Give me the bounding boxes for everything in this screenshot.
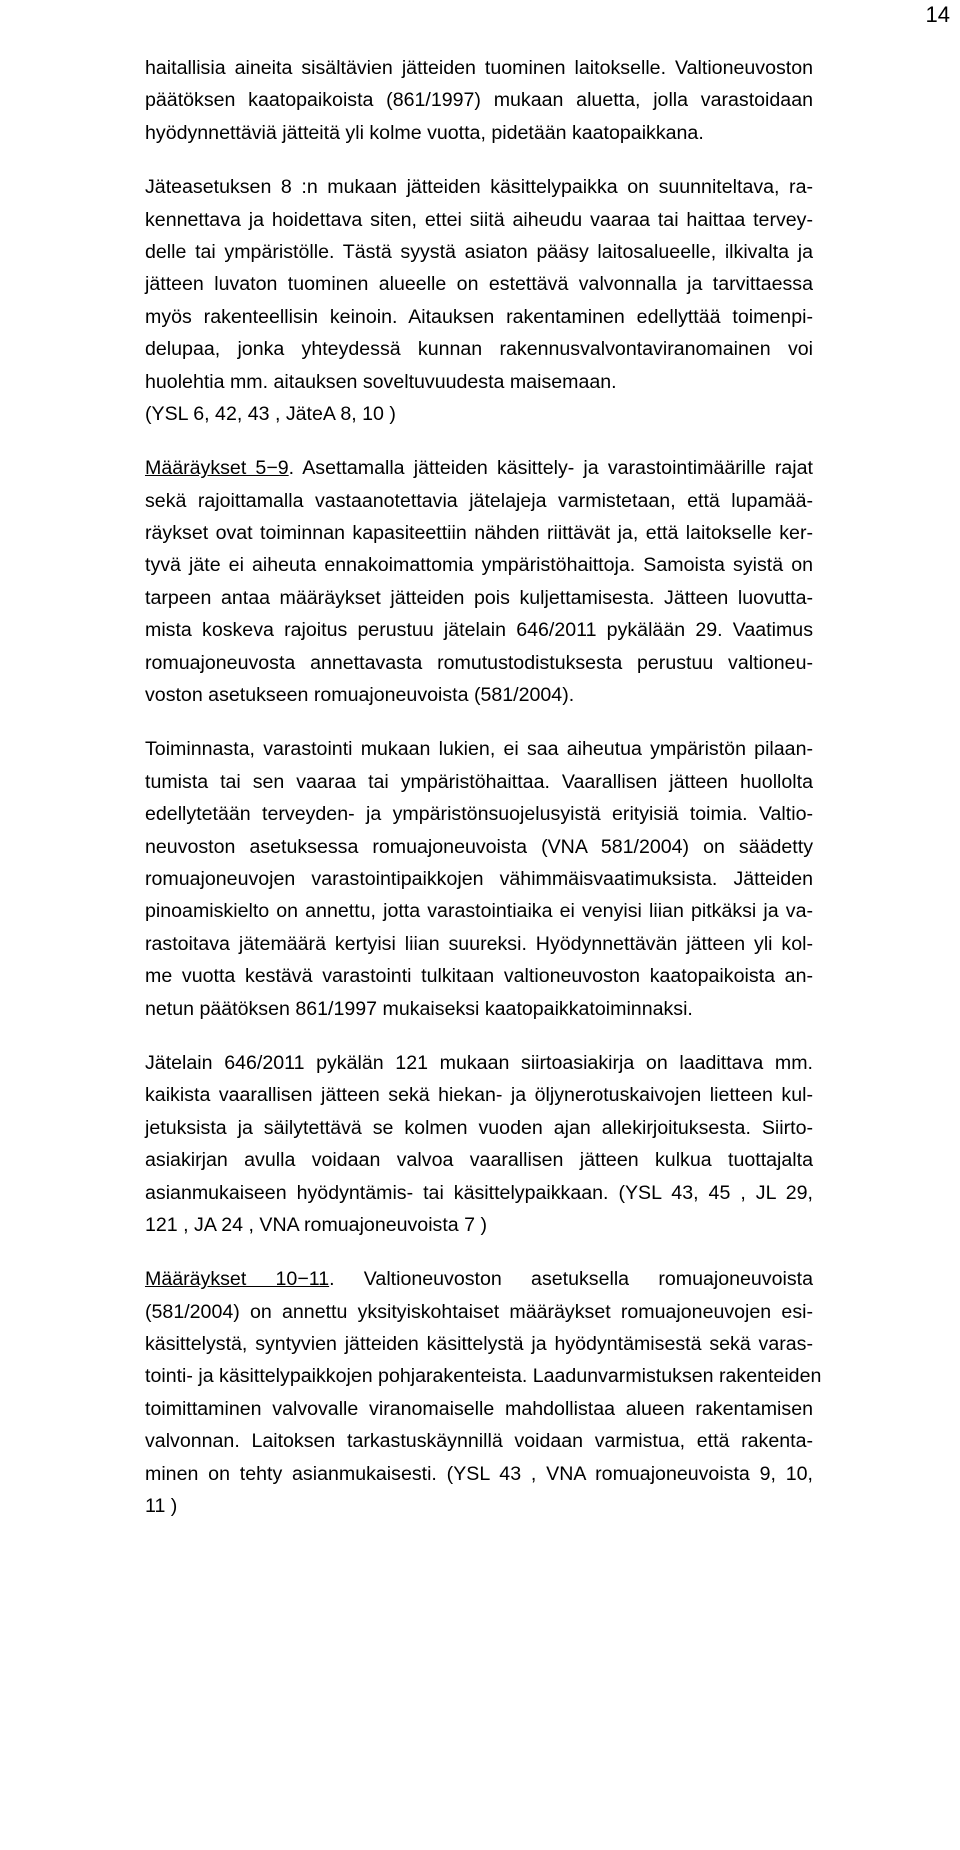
- text-line: asiakirjan avulla voidaan valvoa vaarallisen jätteen kulkua tuottajalta: [145, 1149, 813, 1172]
- text-line: toimittaminen valvovalle viranomaiselle mahdollistaa alueen rakentamisen: [145, 1397, 813, 1420]
- text-line: käsittelystä, syntyvien jätteiden käsittelystä ja hyödyntämisestä sekä varas-: [145, 1333, 813, 1356]
- text-line: jätteen luvaton tuominen alueelle on estettävä valvonnalla ja tarvittaessa: [145, 273, 813, 296]
- text-line: [145, 1263, 813, 1295]
- text-line: rastoitava jätemäärä kertyisi liian suureksi. Hyödynnettävän jätteen yli kol-: [145, 932, 813, 955]
- text-line: tumista tai sen vaaraa tai ympäristöhaittaa. Vaarallisen jätteen huollolta: [145, 770, 813, 793]
- text-run: Asettamalla jätteiden käsittely- ja varastointimäärille rajat: [302, 457, 813, 480]
- paragraph: [145, 733, 813, 1025]
- paragraph: [145, 171, 813, 430]
- text-line: Jäteasetuksen 8 :n mukaan jätteiden käsittelypaikka on suunniteltava, ra-: [145, 176, 813, 199]
- text-line: voston asetukseen romuajoneuvoista (581/2004).: [145, 684, 575, 707]
- text-line: kennettava ja hoidettava siten, ettei siitä aiheudu vaaraa tai haittaa tervey-: [145, 208, 813, 231]
- paragraph: [145, 1047, 813, 1241]
- document-body: [145, 52, 822, 1522]
- text-line: tarpeen antaa määräykset jätteiden pois kuljettamisesta. Jätteen luovutta-: [145, 586, 813, 609]
- text-line: mista koskeva rajoitus perustuu jätelain 646/2011 pykälään 29. Vaatimus: [145, 619, 813, 642]
- text-line: sekä rajoittamalla vastaanotettavia jätelajeja varmistetaan, että lupamää-: [145, 489, 813, 512]
- text-run: . Valtioneuvoston asetuksella romuajoneuvoista: [329, 1268, 813, 1291]
- text-line: huolehtia mm. aitauksen soveltuvuudesta maisemaan.: [145, 370, 617, 393]
- text-line: haitallisia aineita sisältävien jätteiden tuominen laitokselle. Valtioneuvoston: [145, 57, 813, 79]
- text-line: me vuotta kestävä varastointi tulkitaan valtioneuvoston kaatopaikoista an-: [145, 965, 813, 988]
- text-line: minen on tehty asianmukaisesti. (YSL 43 , VNA romuajoneuvoista 9, 10,: [145, 1462, 813, 1485]
- paragraph: [145, 52, 813, 149]
- text-line: kaikista vaarallisen jätteen sekä hiekan- ja öljynerotuskaivojen lietteen kul-: [145, 1084, 813, 1107]
- text-line: delupaa, jonka yhteydessä kunnan rakennusvalvontaviranomainen voi: [145, 338, 813, 361]
- text-line: romuajoneuvojen varastointipaikkojen vähimmäisvaatimuksista. Jätteiden: [145, 867, 813, 890]
- text-line: jetuksista ja säilytettävä se kolmen vuoden ajan allekirjoituksesta. Siirto-: [145, 1116, 813, 1139]
- text-line: edellytetään terveyden- ja ympäristönsuojelusyistä erityisiä toimia. Valtio-: [145, 803, 813, 826]
- paragraph: [145, 1263, 822, 1522]
- text-line: 121 , JA 24 , VNA romuajoneuvoista 7 ): [145, 1213, 488, 1236]
- text-line: netun päätöksen 861/1997 mukaiseksi kaatopaikkatoiminnaksi.: [145, 997, 693, 1020]
- text-line: tointi- ja käsittelypaikkojen pohjarakenteista. Laadunvarmistuksen rakenteiden: [145, 1365, 822, 1388]
- section-heading: Määräykset 5−9: [145, 457, 289, 480]
- text-line: (YSL 6, 42, 43 , JäteA 8, 10 ): [145, 402, 396, 425]
- text-line: neuvoston asetuksessa romuajoneuvoista (VNA 581/2004) on säädetty: [145, 835, 813, 858]
- text-line: delle tai ympäristölle. Tästä syystä asiaton pääsy laitosalueelle, ilkivalta ja: [145, 240, 813, 263]
- text-line: romuajoneuvosta annettavasta romutustodistuksesta perustuu valtioneu-: [145, 651, 813, 674]
- paragraph: [145, 452, 813, 711]
- text-line: Toiminnasta, varastointi mukaan lukien, ei saa aiheutua ympäristön pilaan-: [145, 738, 813, 761]
- text-line: asianmukaiseen hyödyntämis- tai käsittelypaikkaan. (YSL 43, 45 , JL 29,: [145, 1181, 813, 1204]
- text-line: Määräykset 5−9. Asettamalla jätteiden käsittely- ja varastointimäärille rajat: [145, 457, 813, 480]
- text-line: Jätelain 646/2011 pykälän 121 mukaan siirtoasiakirja on laadittava mm.: [145, 1051, 813, 1074]
- text-line: pinoamiskielto on annettu, jotta varastointiaika ei venyisi liian pitkäksi ja va-: [145, 900, 813, 923]
- text-line: päätöksen kaatopaikoista (861/1997) mukaan aluetta, jolla varastoidaan: [145, 89, 813, 112]
- text-line: (581/2004) on annettu yksityiskohtaiset määräykset romuajoneuvojen esi-: [145, 1300, 813, 1323]
- text-line: valvonnan. Laitoksen tarkastuskäynnillä voidaan varmistua, että rakenta-: [145, 1430, 813, 1453]
- text-line: räykset ovat toiminnan kapasiteettiin nähden riittävät ja, että laitokselle ker-: [145, 522, 813, 545]
- text-line: 11 ): [145, 1495, 178, 1518]
- text-line: tyvä jäte ei aiheuta ennakoimattomia ympäristöhaittoja. Samoista syistä on: [145, 554, 813, 577]
- section-heading: Määräykset 10−11: [145, 1268, 330, 1291]
- page-number: 14: [925, 2, 950, 27]
- text-line: hyödynnettäviä jätteitä yli kolme vuotta, pidetään kaatopaikkana.: [145, 121, 704, 144]
- text-line: myös rakenteellisin keinoin. Aitauksen rakentaminen edellyttää toimenpi-: [145, 305, 813, 328]
